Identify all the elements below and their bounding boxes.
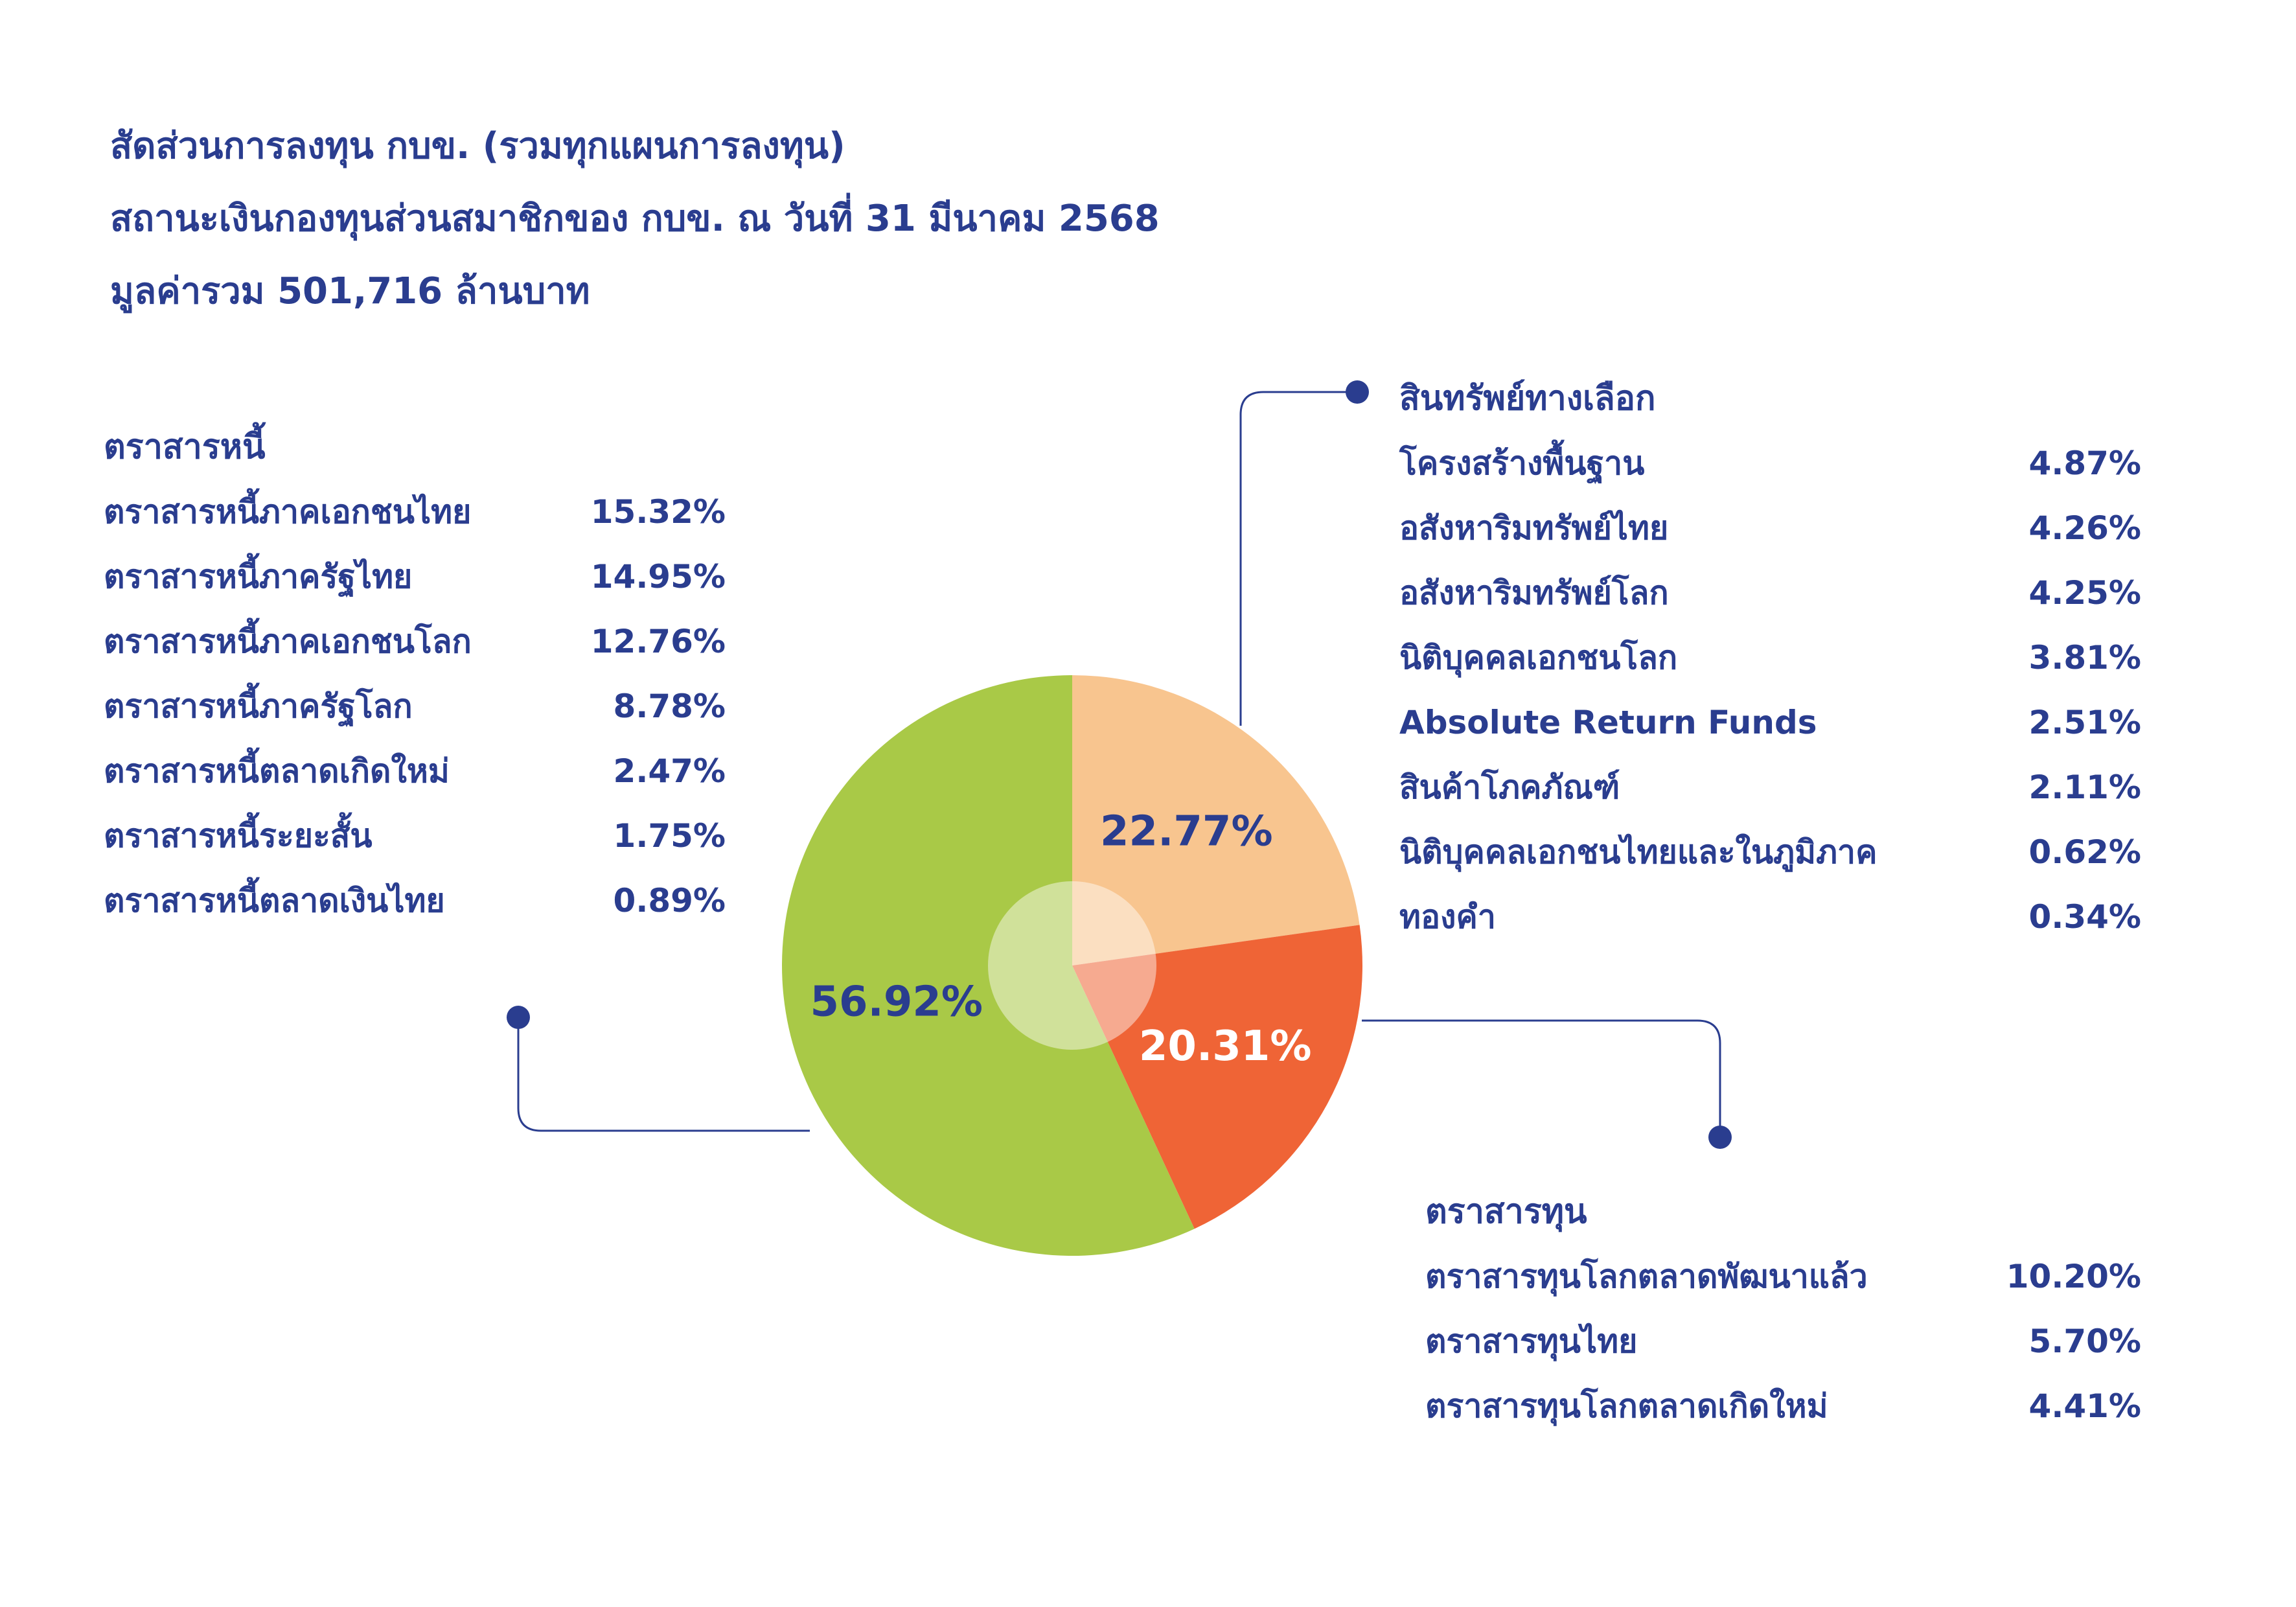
alternative-legend-label: นิติบุคคลเอกชนโลก (1399, 639, 1678, 676)
debt-legend-row (104, 480, 726, 544)
equity-legend-value: 5.70% (2028, 1323, 2141, 1360)
equity-legend-value: 4.41% (2028, 1387, 2141, 1425)
debt-legend-row (104, 868, 726, 933)
debt-legend-value: 1.75% (613, 817, 726, 855)
debt-legend-row (104, 609, 726, 674)
debt-legend-title: ตราสารหนี้ (104, 428, 266, 467)
alternative-legend-label: สินค้าโภคภัณฑ์ (1399, 769, 1620, 806)
alternative-connector-dot (1346, 380, 1369, 404)
debt-legend-label: ตราสารหนี้ระยะสั้น (104, 817, 373, 855)
debt-legend-rows (104, 480, 726, 933)
pie-slice-label: 56.92% (810, 978, 983, 1026)
alternative-legend-row (1399, 755, 2141, 820)
chart-subtitle: สถานะเงินกองทุนส่วนสมาชิกของ กบข. ณ วันที่ 31 มีนาคม 2568 (110, 198, 1160, 240)
alternative-legend-value: 0.34% (2028, 898, 2141, 936)
alternative-legend-value: 0.62% (2028, 833, 2141, 871)
debt-legend-label: ตราสารหนี้ภาครัฐไทย (104, 558, 413, 595)
equity-legend-row (1425, 1309, 2141, 1374)
debt-legend-label: ตราสารหนี้ตลาดเกิดใหม่ (104, 752, 450, 790)
pie-slice-label: 22.77% (1100, 807, 1273, 856)
alternative-legend-value: 2.51% (2028, 704, 2141, 741)
equity-legend-label: ตราสารทุนโลกตลาดเกิดใหม่ (1425, 1387, 1828, 1425)
equity-legend-row (1425, 1374, 2141, 1439)
alternative-legend-label: ทองคำ (1399, 898, 1496, 936)
debt-legend-row (104, 674, 726, 739)
debt-connector-line (518, 1017, 810, 1131)
equity-connector-dot (1708, 1126, 1732, 1149)
debt-connector-dot (507, 1006, 530, 1029)
debt-legend-row (104, 544, 726, 609)
debt-legend-label: ตราสารหนี้ตลาดเงินไทย (104, 882, 445, 919)
alternative-legend-label: อสังหาริมทรัพย์ไทย (1399, 509, 1669, 547)
alternative-connector-line (1241, 392, 1357, 726)
chart-title: สัดส่วนการลงทุน กบข. (รวมทุกแผนการลงทุน) (110, 125, 845, 167)
alternative-legend-value: 4.87% (2028, 445, 2141, 482)
debt-legend-row (104, 739, 726, 804)
debt-legend-label: ตราสารหนี้ภาคเอกชนโลก (104, 623, 472, 660)
debt-legend-value: 0.89% (613, 882, 726, 919)
debt-legend-row (104, 804, 726, 868)
alternative-legend-label: อสังหาริมทรัพย์โลก (1399, 574, 1669, 612)
alternative-legend-value: 2.11% (2028, 769, 2141, 806)
debt-legend-label: ตราสารหนี้ภาครัฐโลก (104, 688, 413, 725)
alternative-legend-label: Absolute Return Funds (1399, 704, 1817, 741)
alternative-legend-rows (1399, 431, 2141, 949)
alternative-legend-row (1399, 884, 2141, 949)
total-value: มูลค่ารวม 501,716 ล้านบาท (110, 270, 590, 312)
alternative-legend-title: สินทรัพย์ทางเลือก (1399, 379, 1656, 418)
alternative-legend-row (1399, 561, 2141, 625)
alternative-legend-row (1399, 820, 2141, 884)
pie-slice-label: 20.31% (1138, 1022, 1312, 1070)
alternative-legend-label: โครงสร้างพื้นฐาน (1399, 445, 1645, 482)
debt-legend (104, 415, 726, 933)
alternative-legend-row (1399, 690, 2141, 755)
debt-legend-value: 8.78% (613, 688, 726, 725)
debt-legend-value: 12.76% (590, 623, 726, 660)
equity-legend-label: ตราสารทุนไทย (1425, 1323, 1638, 1360)
debt-legend-value: 14.95% (590, 558, 726, 595)
equity-legend-rows (1425, 1244, 2141, 1439)
equity-legend-row (1425, 1244, 2141, 1309)
equity-legend-value: 10.20% (2006, 1258, 2141, 1295)
alternative-legend-value: 3.81% (2028, 639, 2141, 676)
pie-center-overlay (988, 881, 1156, 1050)
alternative-legend-value: 4.26% (2028, 509, 2141, 547)
debt-legend-value: 15.32% (590, 493, 726, 531)
alternative-legend-value: 4.25% (2028, 574, 2141, 612)
equity-legend (1425, 1179, 2141, 1439)
equity-connector-line (1362, 1021, 1720, 1137)
debt-legend-value: 2.47% (613, 752, 726, 790)
alternative-legend (1399, 366, 2141, 949)
equity-legend-title: ตราสารทุน (1425, 1192, 1587, 1231)
debt-legend-label: ตราสารหนี้ภาคเอกชนไทย (104, 493, 472, 531)
alternative-legend-label: นิติบุคคลเอกชนไทยและในภูมิภาค (1399, 833, 1877, 871)
alternative-legend-row (1399, 625, 2141, 690)
alternative-legend-row (1399, 431, 2141, 496)
alternative-legend-row (1399, 496, 2141, 561)
equity-legend-label: ตราสารทุนโลกตลาดพัฒนาแล้ว (1425, 1258, 1868, 1295)
